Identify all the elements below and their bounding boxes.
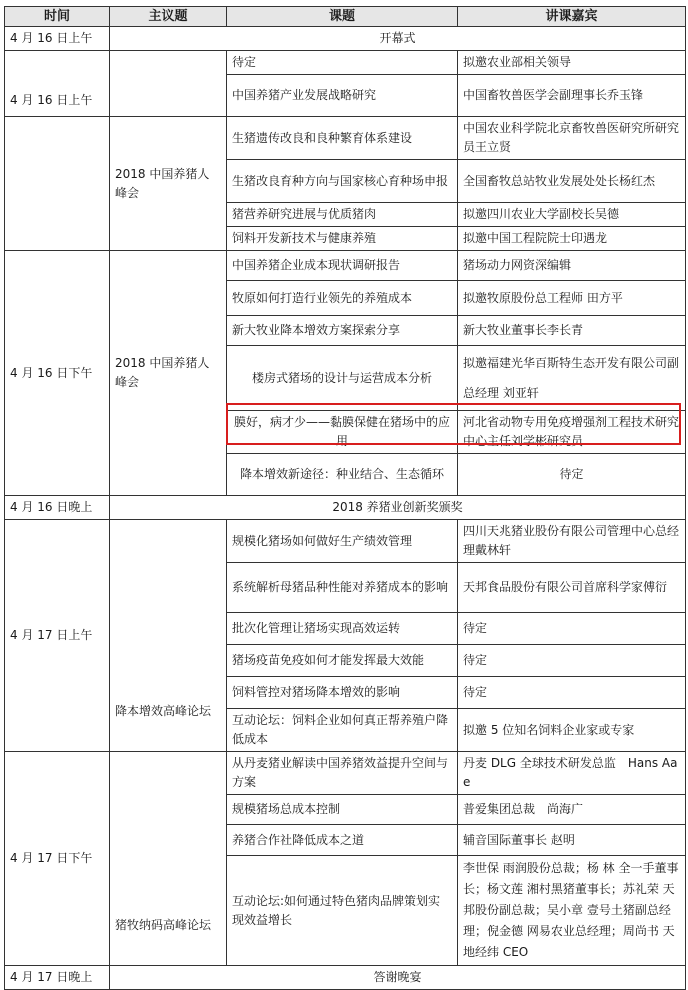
theme-cell: 2018 中国养猪人峰会 — [110, 251, 227, 496]
speaker-cell: 待定 — [458, 613, 686, 645]
table-row — [5, 27, 686, 51]
speaker-cell: 中国农业科学院北京畜牧兽医研究所研究员王立贤 — [458, 117, 686, 160]
speaker-cell: 中国畜牧兽医学会副理事长乔玉锋 — [458, 75, 686, 117]
speaker-cell: 拟邀 5 位知名饲料企业家或专家 — [458, 709, 686, 752]
topic-cell: 新大牧业降本增效方案探索分享 — [227, 316, 458, 346]
table-row — [5, 51, 686, 75]
table-row — [5, 496, 686, 520]
time-cell — [5, 117, 110, 251]
theme-cell: 2018 中国养猪人峰会 — [110, 117, 227, 251]
speaker-cell: 拟邀中国工程院院士印遇龙 — [458, 227, 686, 251]
speaker-cell: 待定 — [458, 677, 686, 709]
theme-cell: 猪牧纳码高峰论坛 — [110, 752, 227, 966]
topic-cell: 规模化猪场如何做好生产绩效管理 — [227, 520, 458, 563]
time-cell: 4 月 16 日上午 — [5, 27, 110, 51]
header-row — [5, 7, 686, 27]
speaker-cell: 拟邀农业部相关领导 — [458, 51, 686, 75]
time-cell: 4 月 16 日下午 — [5, 251, 110, 496]
topic-cell: 饲料管控对猪场降本增效的影响 — [227, 677, 458, 709]
speaker-cell: 拟邀福建光华百斯特生态开发有限公司副总经理 刘亚轩 — [458, 346, 686, 411]
session-cell: 2018 养猪业创新奖颁奖 — [110, 496, 686, 520]
topic-cell: 猪场疫苗免疫如何才能发挥最大效能 — [227, 645, 458, 677]
topic-cell: 待定 — [227, 51, 458, 75]
topic-cell: 生猪改良育种方向与国家核心育种场申报 — [227, 160, 458, 203]
theme-cell — [110, 51, 227, 117]
table-row — [5, 117, 686, 160]
table-row — [5, 520, 686, 563]
topic-cell: 互动论坛：饲料企业如何真正帮养殖户降低成本 — [227, 709, 458, 752]
topic-cell: 降本增效新途径：种业结合、生态循环 — [227, 454, 458, 496]
table-row — [5, 251, 686, 281]
topic-cell: 中国养猪产业发展战略研究 — [227, 75, 458, 117]
topic-cell: 规模猪场总成本控制 — [227, 795, 458, 825]
speaker-cell: 拟邀牧原股份总工程师 田方平 — [458, 281, 686, 316]
speaker-cell: 李世保 雨润股份总裁；杨 林 全一手董事长；杨文莲 湘村黑猪董事长；苏礼荣 天邦股份副总裁；吴小章 壹号土猪副总经理；倪金德 网易农业总经理；周尚书 天地经纬 CEO — [458, 856, 686, 966]
table-row — [5, 966, 686, 990]
speaker-cell: 河北省动物专用免疫增强剂工程技术研究中心主任刘学彬研究员 — [458, 411, 686, 454]
session-cell: 开幕式 — [110, 27, 686, 51]
topic-cell: 互动论坛:如何通过特色猪肉品牌策划实现效益增长 — [227, 856, 458, 966]
schedule-table — [4, 6, 686, 990]
topic-cell: 中国养猪企业成本现状调研报告 — [227, 251, 458, 281]
topic-cell: 膜好，病才少——黏膜保健在猪场中的应用 — [227, 411, 458, 454]
speaker-cell: 待定 — [458, 645, 686, 677]
topic-cell: 生猪遗传改良和良种繁育体系建设 — [227, 117, 458, 160]
topic-cell: 楼房式猪场的设计与运营成本分析 — [227, 346, 458, 411]
speaker-cell: 四川天兆猪业股份有限公司管理中心总经理戴林轩 — [458, 520, 686, 563]
table-row — [5, 752, 686, 795]
topic-cell: 猪营养研究进展与优质猪肉 — [227, 203, 458, 227]
topic-cell: 批次化管理让猪场实现高效运转 — [227, 613, 458, 645]
speaker-cell: 拟邀四川农业大学副校长吴德 — [458, 203, 686, 227]
header-speaker: 讲课嘉宾 — [458, 7, 686, 27]
time-cell: 4 月 17 日下午 — [5, 752, 110, 966]
speaker-cell: 新大牧业董事长李长青 — [458, 316, 686, 346]
topic-cell: 牧原如何打造行业领先的养殖成本 — [227, 281, 458, 316]
session-cell: 答谢晚宴 — [110, 966, 686, 990]
speaker-cell: 全国畜牧总站牧业发展处处长杨红杰 — [458, 160, 686, 203]
time-cell: 4 月 16 日上午 — [5, 51, 110, 117]
speaker-cell: 待定 — [458, 454, 686, 496]
speaker-cell: 天邦食品股份有限公司首席科学家傅衍 — [458, 563, 686, 613]
topic-cell: 养猪合作社降低成本之道 — [227, 825, 458, 856]
time-cell: 4 月 17 日晚上 — [5, 966, 110, 990]
header-theme: 主议题 — [110, 7, 227, 27]
topic-cell: 从丹麦猪业解读中国养猪效益提升空间与方案 — [227, 752, 458, 795]
theme-cell: 降本增效高峰论坛 — [110, 520, 227, 752]
time-cell: 4 月 16 日晚上 — [5, 496, 110, 520]
topic-cell: 饲料开发新技术与健康养殖 — [227, 227, 458, 251]
topic-cell: 系统解析母猪品种性能对养猪成本的影响 — [227, 563, 458, 613]
speaker-cell: 辅音国际董事长 赵明 — [458, 825, 686, 856]
time-cell: 4 月 17 日上午 — [5, 520, 110, 752]
header-topic: 课题 — [227, 7, 458, 27]
speaker-cell: 猪场动力网资深编辑 — [458, 251, 686, 281]
header-time: 时间 — [5, 7, 110, 27]
speaker-cell: 丹麦 DLG 全球技术研发总监 Hans Aae — [458, 752, 686, 795]
speaker-cell: 普爱集团总裁 尚海广 — [458, 795, 686, 825]
